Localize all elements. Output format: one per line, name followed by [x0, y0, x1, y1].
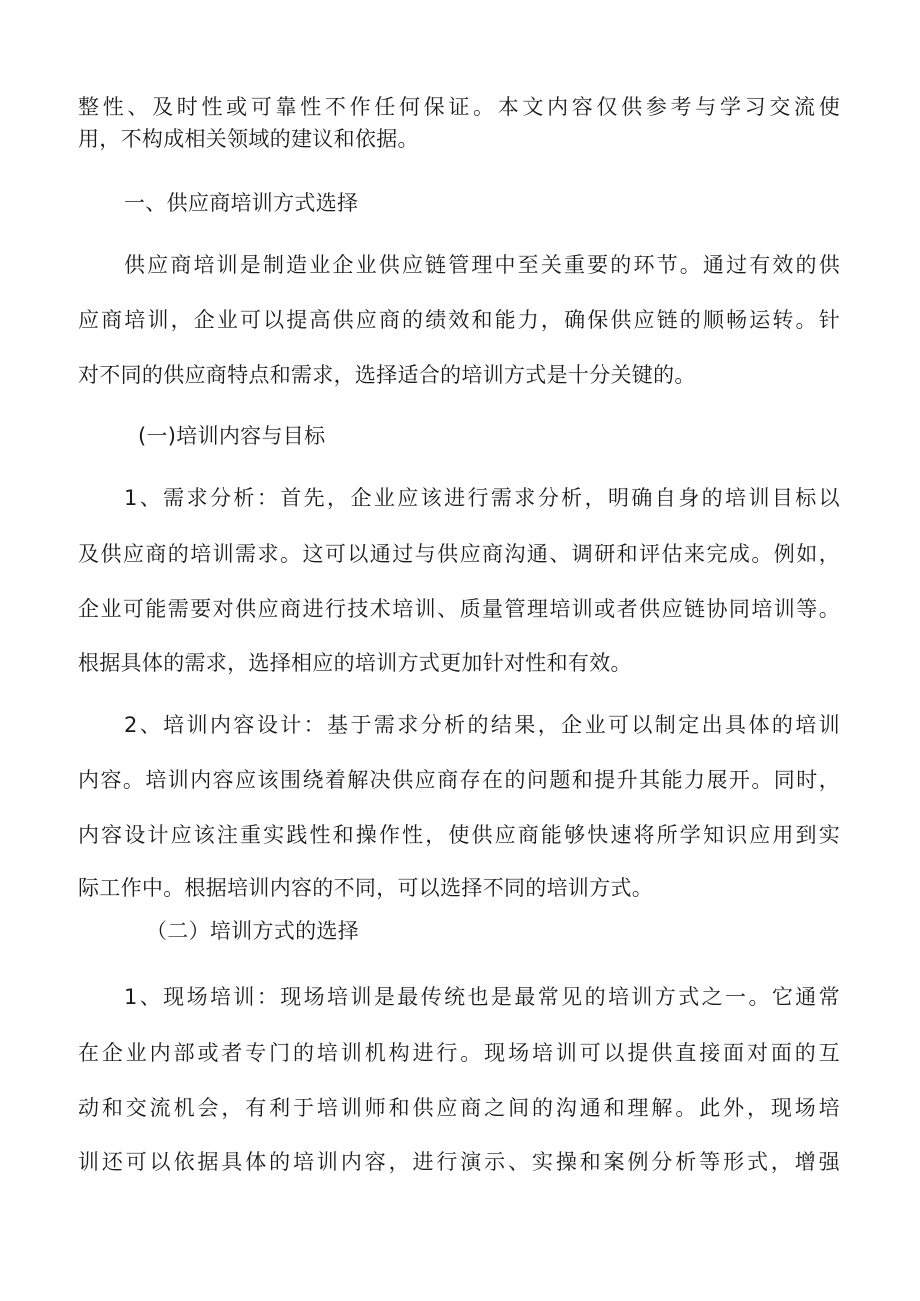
subsection-heading: （二）培训方式的选择 — [146, 919, 359, 943]
paragraph-line: 整性、及时性或可靠性不作任何保证。本文内容仅供参考与学习交流使 — [78, 95, 840, 119]
subsection-heading: (一)培训内容与目标 — [138, 424, 326, 448]
paragraph-line: 供应商培训是制造业企业供应链管理中至关重要的环节。通过有效的供 — [124, 253, 840, 277]
paragraph-line: 根据具体的需求，选择相应的培训方式更加针对性和有效。 — [78, 651, 632, 675]
paragraph-line: 1、需求分析：首先，企业应该进行需求分析，明确自身的培训目标以 — [124, 486, 840, 510]
paragraph-line: 际工作中。根据培训内容的不同，可以选择不同的培训方式。 — [78, 876, 654, 900]
paragraph-line: 训还可以依据具体的培训内容，进行演示、实操和案例分析等形式，增强 — [78, 1150, 840, 1174]
paragraph-line: 企业可能需要对供应商进行技术培训、质量管理培训或者供应链协同培训等。 — [78, 597, 840, 621]
paragraph-line: 内容设计应该注重实践性和操作性，使供应商能够快速将所学知识应用到实 — [78, 823, 840, 847]
section-heading: 一、供应商培训方式选择 — [124, 191, 359, 215]
paragraph-line: 1、现场培训：现场培训是最传统也是最常见的培训方式之一。它通常 — [124, 985, 840, 1009]
paragraph-line: 及供应商的培训需求。这可以通过与供应商沟通、调研和评估来完成。例如， — [78, 542, 840, 566]
paragraph-line: 2、培训内容设计：基于需求分析的结果，企业可以制定出具体的培训 — [124, 713, 840, 737]
paragraph-line: 在企业内部或者专门的培训机构进行。现场培训可以提供直接面对面的互 — [78, 1041, 840, 1065]
paragraph-line: 对不同的供应商特点和需求，选择适合的培训方式是十分关键的。 — [78, 363, 696, 387]
paragraph-line: 用，不构成相关领域的建议和依据。 — [78, 127, 419, 151]
paragraph-line: 内容。培训内容应该围绕着解决供应商存在的问题和提升其能力展开。同时， — [78, 768, 840, 792]
paragraph-line: 动和交流机会，有利于培训师和供应商之间的沟通和理解。此外，现场培 — [78, 1096, 840, 1120]
paragraph-line: 应商培训，企业可以提高供应商的绩效和能力，确保供应链的顺畅运转。针 — [78, 308, 840, 332]
